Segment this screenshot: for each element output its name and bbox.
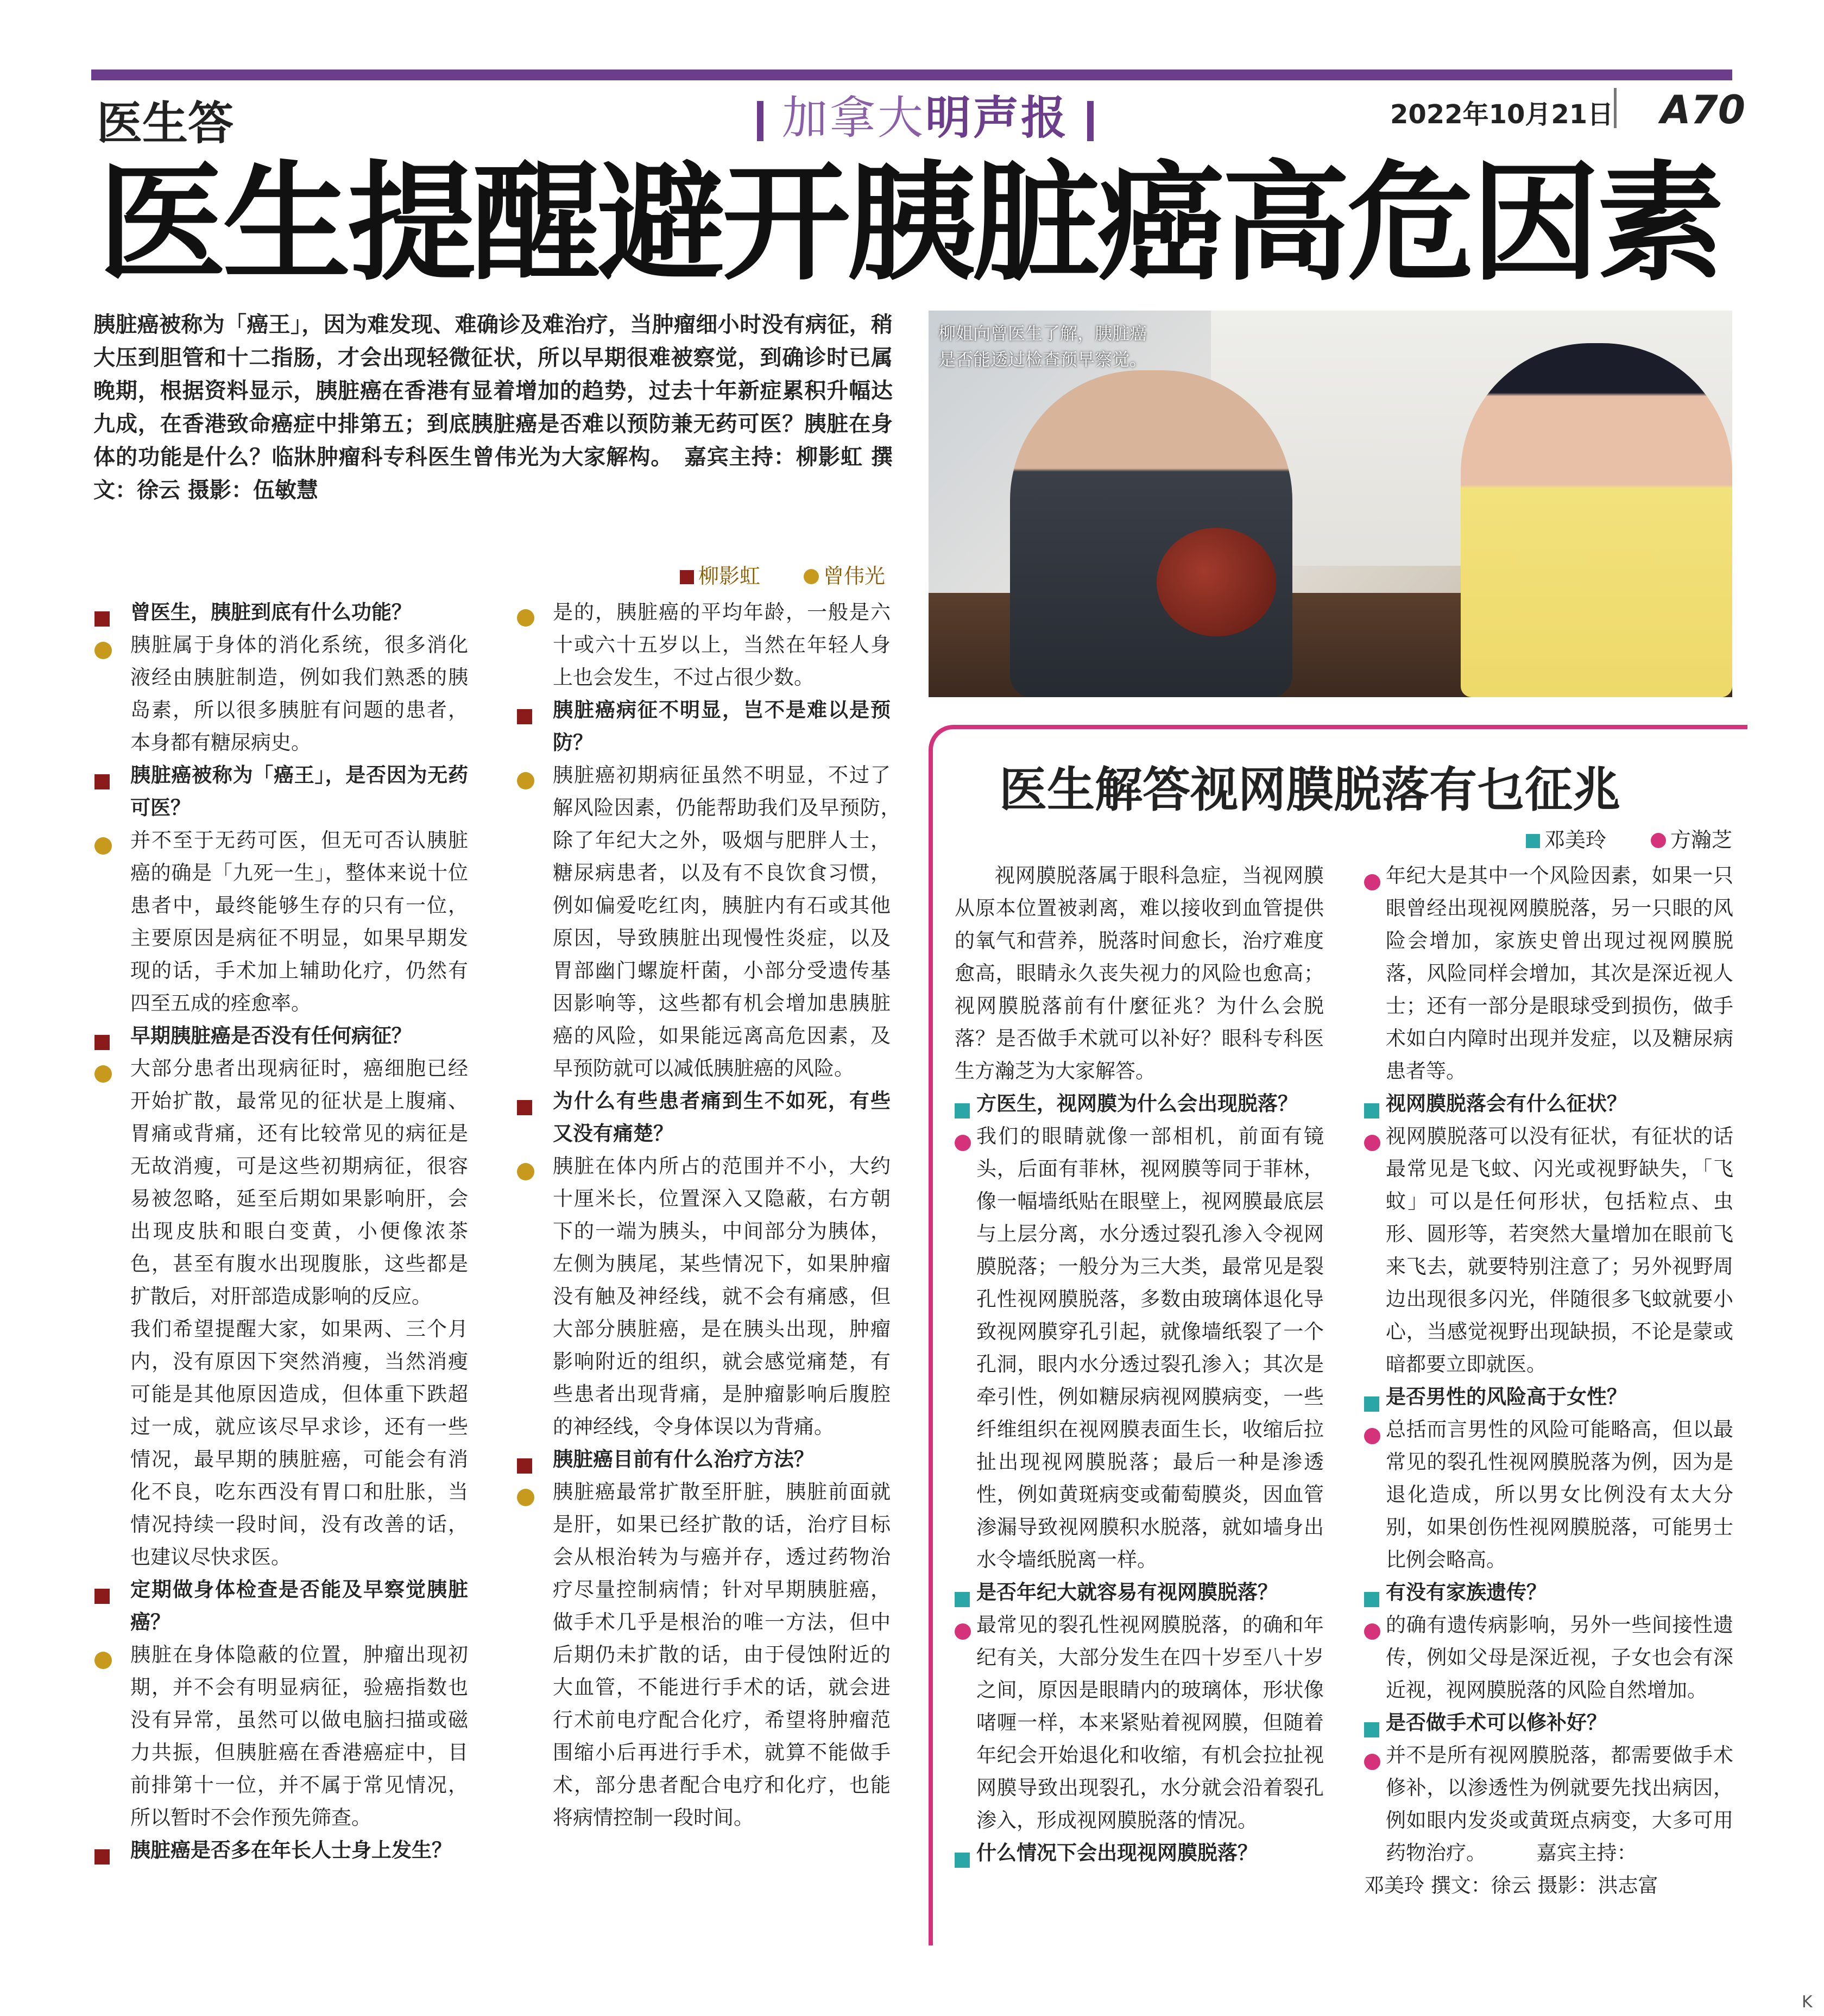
marker-wrap (1364, 1747, 1380, 1780)
paragraph-text: 什么情况下会出现视网膜脱落？ (976, 1841, 1258, 1865)
host-question-marker (1364, 1722, 1379, 1737)
sidebar-legend-doctor (1651, 823, 1732, 853)
sidebar-doctor-marker-dot (1651, 833, 1666, 848)
doctor-answer-marker (1364, 874, 1380, 890)
paragraph-text: 视网膜脱落可以没有征状，有征状的话最常见是飞蚊、闪光或视野缺失，「飞蚊」可以是任何形状，包括粒点、虫形、圆形等，若突然大量增加在眼前飞来飞去，就要特别注意了；另外视野周边出现很多闪光，伴随很多飞蚊就要小心，当感觉视野出现缺损，不论是蒙或暗都要立即就医。 (1386, 1124, 1733, 1376)
legend-doctor (804, 559, 885, 589)
brand-bold-text: 明声报 (925, 91, 1069, 144)
paragraph-text: 是否做手术可以修补好？ (1386, 1711, 1607, 1734)
paragraph-text: 最常见的裂孔性视网膜脱落，的确和年纪有关，大部分发生在四十岁至八十岁之间，原因是眼睛内的玻璃体，形状像啫喱一样，本来紧贴着视网膜，但随着年纪会开始退化和收缩，有机会拉扯视网膜导致出现裂孔，水分就会沿着裂孔渗入，形成视网膜脱落的情况。 (976, 1613, 1324, 1832)
paragraph-text: 年纪大是其中一个风险因素，如果一只眼曾经出现视网膜脱落，另一只眼的风险会增加，家族史曾出现过视网膜脱落，风险同样会增加，其次是深近视人士；还有一部分是眼球受到损伤，做手术如白内障时出现并发症，以及糖尿病患者等。 (1386, 864, 1733, 1083)
marker-wrap (94, 832, 112, 864)
marker-wrap (1364, 1421, 1380, 1454)
answer-item (516, 1476, 891, 1834)
doctor-answer-marker (94, 1065, 112, 1083)
doctor-answer-marker (94, 837, 112, 855)
legend-host (680, 559, 760, 589)
doctor-answer-marker (955, 1623, 971, 1640)
question-item (516, 1085, 891, 1150)
paragraph-text: 并不至于无药可医，但无可否认胰脏癌的确是「九死一生」，整体来说十位患者中，最终能够生存的只有一位，主要原因是病征不明显，如果早期发现的话，手术加上辅助化疗，仍然有四至五成的痊愈率。 (130, 829, 468, 1015)
host-question-marker (517, 1100, 532, 1115)
sidebar-host-marker-square (1526, 834, 1540, 848)
host-question-marker (517, 1458, 532, 1474)
doctor-answer-marker (1364, 1623, 1380, 1640)
marker-wrap (94, 1842, 110, 1874)
paragraph-text: 邓美玲 撰文：徐云 摄影：洪志富 (1364, 1874, 1658, 1897)
doctor-marker-dot (804, 569, 819, 584)
host-question-marker (955, 1853, 970, 1868)
brand-light-text: 加拿大 (782, 91, 926, 144)
marker-wrap (517, 604, 534, 636)
marker-wrap (94, 767, 110, 799)
paragraph-text: 有没有家族遗传？ (1386, 1581, 1547, 1604)
legend-host-name: 柳影虹 (698, 564, 761, 588)
photo-host-figure (1461, 343, 1732, 697)
answer-item (516, 596, 891, 694)
sidebar-legend-doctor-name: 方瀚芝 (1670, 828, 1733, 852)
date-divider (1614, 88, 1617, 128)
paragraph-text: 胰脏癌是否多在年长人士身上发生？ (130, 1838, 452, 1862)
paragraph-text: 胰脏在身体隐蔽的位置，肿瘤出现初期，并不会有明显病征，验癌指数也没有异常，虽然可以做电脑扫描或磁力共振，但胰脏癌在香港癌症中，目前排第十一位，并不属于常见情况，所以暂时不会作预先筛查。 (130, 1643, 468, 1829)
question-item (1364, 1381, 1733, 1413)
paragraph-text: 胰脏在体内所占的范围并不小，大约十厘米长，位置深入又隐蔽，右方朝下的一端为胰头，中间部分为胰体，左侧为胰尾，某些情况下，如果肿瘤没有触及神经线，就不会有痛感，但大部分胰脏癌，是在胰头出现，肿瘤影响附近的组织，就会感觉痛楚，有些患者出现背痛，是肿瘤影响后腹腔的神经线，令身体误以为背痛。 (553, 1154, 891, 1438)
marker-wrap (517, 702, 532, 734)
paragraph-text: 是否男性的风险高于女性？ (1386, 1385, 1627, 1408)
question-item (955, 1576, 1324, 1609)
question-item (93, 759, 468, 824)
paragraph-text: 是否年纪大就容易有视网膜脱落？ (976, 1581, 1278, 1604)
paragraph-text: 胰脏属于身体的消化系统，很多消化液经由胰脏制造，例如我们熟悉的胰岛素，所以很多胰脏有问题的患者，本身都有糖尿病史。 (130, 633, 468, 754)
doctor-answer-marker (517, 1163, 534, 1180)
question-item (93, 1834, 468, 1867)
masthead-brand (739, 81, 1112, 147)
paragraph-text: 胰脏癌最常扩散至肝脏，胰脏前面就是肝，如果已经扩散的话，治疗目标会从根治转为与癌并存，透过药物治疗尽量控制病情；针对早期胰脏癌，做手术几乎是根治的唯一方法，但中后期仍未扩散的话，由于侵蚀附近的大血管，不能进行手术的话，就会进行术前电疗配合化疗，希望将肿瘤范围缩小后再进行手术，就算不能做手术，部分患者配合电疗和化疗，也能将病情控制一段时间。 (553, 1480, 891, 1829)
paragraph-text: 视网膜脱落会有什么征状？ (1386, 1092, 1627, 1115)
photo-doctor-figure (1010, 370, 1292, 697)
paragraph-text: 胰脏癌初期病征虽然不明显，不过了解风险因素，仍能帮助我们及早预防， 除了年纪大之外，吸烟与肥胖人士，糖尿病患者，以及有不良饮食习惯，例如偏爱吃红肉，胰脏内有石或其他原因，导致胰脏出现慢性炎症，以及胃部幽门螺旋杆菌，小部分受遗传基因影响等，这些都有机会增加患胰脏癌的风险，如果能远离高危因素，及早预防就可以减低胰脏癌的风险。 (553, 763, 911, 1080)
sidebar-title: 医生解答视网膜脱落有乜征兆 (999, 761, 1621, 818)
continuation-paragraph (93, 1313, 468, 1573)
answer-item (1364, 860, 1733, 1088)
issue-date: 2022年10月21日 (1390, 99, 1614, 130)
host-question-marker (94, 611, 110, 627)
paragraph-text: 为什么有些患者痛到生不如死，有些又没有痛楚？ (553, 1089, 891, 1145)
article-column-1 (93, 596, 468, 1867)
marker-wrap (517, 767, 534, 799)
marker-wrap (94, 636, 112, 669)
legend-doctor-name: 曾伟光 (823, 564, 886, 588)
answer-item (93, 629, 468, 759)
brand-right-bar (1087, 101, 1094, 141)
marker-wrap (94, 1581, 110, 1614)
corner-mark: K (1802, 1993, 1813, 2012)
page-number: A70 (1661, 87, 1745, 132)
marker-wrap (517, 1158, 534, 1190)
continuation-paragraph (1364, 1869, 1733, 1902)
answer-item (1364, 1413, 1733, 1576)
host-question-marker (1364, 1103, 1379, 1118)
sidebar-legend-host-name: 邓美玲 (1544, 828, 1607, 852)
host-marker-square (680, 570, 694, 584)
lede-paragraph: 胰脏癌被称为「癌王」，因为难发现、难确诊及难治疗，当肿瘤细小时没有病征，稍大压到胆管和十二指肠，才会出现轻微征状，所以早期很难被察觉，到确诊时已属晚期，根据资料显示，胰脏癌在香港有显着增加的趋势，过去十年新症累积升幅达九成，在香港致命癌症中排第五；到底胰脏癌是否难以预防兼无药可医？胰脏在身体的功能是什么？临牀肿瘤科专科医生曾伟光为大家解构。 嘉宾主持：柳影虹 撰文：徐云 摄影：伍敏慧 (93, 312, 893, 503)
host-question-marker (1364, 1396, 1379, 1412)
host-question-marker (955, 1592, 970, 1607)
doctor-answer-marker (1364, 1135, 1380, 1151)
caption-line-1: 柳姐向曾医生了解，胰脏癌 (938, 323, 1147, 344)
paragraph-text: 大部分患者出现病征时，癌细胞已经开始扩散，最常见的征状是上腹痛、胃痛或背痛，还有比较常见的病征是无故消瘦，可是这些初期病征，很容易被忽略，延至后期如果影响肝，会出现皮肤和眼白变黄，小便像浓茶色，甚至有腹水出现腹胀，这些都是扩散后，对肝部造成影响的反应。 (130, 1057, 468, 1308)
question-item (955, 1088, 1324, 1120)
photo-organ-model (1157, 528, 1276, 636)
page-headline: 医生提醒避开胰脏癌高危因素 (98, 147, 1722, 298)
host-question-marker (1364, 1592, 1379, 1607)
answer-item (516, 759, 911, 1085)
intro-paragraph (955, 860, 1324, 1088)
question-item (93, 596, 468, 629)
host-question-marker (517, 709, 532, 724)
marker-wrap (94, 1060, 112, 1092)
marker-wrap (955, 1617, 971, 1650)
doctor-answer-marker (955, 1135, 971, 1151)
paragraph-text: 我们希望提醒大家，如果两、三个月内，没有原因下突然消瘦，当然消瘦可能是其他原因造成，但体重下跌超过一成，就应该尽早求诊，还有一些情况，最早期的胰脏癌，可能会有消化不良，吃东西没有胃口和肚胀，当情况持续一段时间，没有改善的话，也建议尽快求医。 (130, 1317, 468, 1569)
sidebar-legend-host (1526, 823, 1606, 853)
marker-wrap (955, 1845, 970, 1878)
marker-wrap (94, 1646, 112, 1679)
answer-item (93, 1052, 468, 1313)
paragraph-text: 是的，胰脏癌的平均年龄，一般是六十或六十五岁以上，当然在年轻人身上也会发生，不过占很少数。 (553, 601, 891, 689)
answer-item (1364, 1739, 1733, 1869)
answer-item (955, 1609, 1324, 1837)
paragraph-text: 早期胰脏癌是否没有任何病征？ (130, 1024, 412, 1047)
paragraph-text: 的确有遗传病影响，另外一些间接性遗传，例如父母是深近视，子女也会有深近视，视网膜脱落的风险自然增加。 (1386, 1613, 1733, 1702)
paragraph-text: 方医生，视网膜为什么会出现脱落？ (976, 1092, 1298, 1115)
marker-wrap (1364, 1128, 1380, 1161)
paragraph-text: 定期做身体检查是否能及早察觉胰脏癌？ (130, 1578, 468, 1634)
marker-wrap (517, 1092, 532, 1125)
caption-line-2: 是否能透过检查预早察觉。 (938, 349, 1147, 370)
doctor-answer-marker (94, 642, 112, 659)
doctor-answer-marker (1364, 1754, 1380, 1770)
host-question-marker (94, 1589, 110, 1604)
brand-left-bar (757, 101, 763, 141)
answer-item (955, 1120, 1324, 1576)
paragraph-text: 我们的眼睛就像一部相机，前面有镜头，后面有菲林，视网膜等同于菲林，像一幅墙纸贴在眼壁上，视网膜最底层与上层分离，水分透过裂孔渗入令视网膜脱落；一般分为三大类，最常见是裂孔性视网膜脱落，多数由玻璃体退化导致视网膜穿孔引起，就像墙纸裂了一个孔洞，眼内水分透过裂孔渗入；其次是牵引性，例如糖尿病视网膜病变，一些纤维组织在视网膜表面生长，收缩后拉扯出现视网膜脱落；最后一种是渗透性，例如黄斑病变或葡萄膜炎，因血管渗漏导致视网膜积水脱落，就如墙身出水令墙纸脱离一样。 (976, 1124, 1324, 1571)
paragraph-text: 视网膜脱落属于眼科急症，当视网膜从原本位置被剥离，难以接收到血管提供的氧气和营养，脱落时间愈长，治疗难度愈高，眼睛永久丧失视力的风险也愈高；视网膜脱落前有什麼征兆？为什么会脱落？是否做手术就可以补好？眼科专科医生方瀚芝为大家解答。 (955, 864, 1324, 1083)
doctor-answer-marker (94, 1652, 112, 1669)
doctor-answer-marker (1364, 1428, 1380, 1444)
photo-caption (938, 320, 1147, 372)
marker-wrap (517, 1483, 534, 1516)
answer-item (516, 1150, 891, 1443)
host-question-marker (94, 774, 110, 789)
question-item (516, 1443, 891, 1476)
marker-wrap (1364, 1617, 1380, 1650)
question-item (1364, 1707, 1733, 1739)
sidebar-column-1 (955, 860, 1324, 1869)
answer-item (1364, 1120, 1733, 1381)
paragraph-text: 曾医生，胰脏到底有什么功能？ (130, 601, 412, 624)
paragraph-text: 胰脏癌病征不明显，岂不是难以是预防？ (553, 698, 891, 754)
host-question-marker (94, 1035, 110, 1050)
article-column-2 (516, 596, 911, 1834)
host-question-marker (955, 1103, 970, 1118)
question-item (516, 694, 891, 759)
answer-item (93, 1639, 468, 1834)
doctor-answer-marker (517, 772, 534, 789)
question-item (1364, 1088, 1733, 1120)
doctor-answer-marker (517, 609, 534, 627)
question-item (955, 1837, 1324, 1869)
marker-wrap (1364, 868, 1380, 900)
answer-item (93, 824, 468, 1020)
paragraph-text: 并不是所有视网膜脱落，都需要做手术修补，以渗透性为例就要先找出病因，例如眼内发炎或黄斑点病变，大多可用药物治疗。 嘉宾主持： (1386, 1743, 1733, 1865)
marker-wrap (955, 1128, 971, 1161)
question-item (1364, 1576, 1733, 1609)
paragraph-text: 胰脏癌目前有什么治疗方法？ (553, 1448, 814, 1471)
doctor-answer-marker (517, 1489, 534, 1506)
section-label: 医生答 (97, 96, 234, 150)
paragraph-text: 胰脏癌被称为「癌王」，是否因为无药可医？ (130, 763, 468, 819)
answer-item (1364, 1609, 1733, 1707)
sidebar-column-2 (1364, 860, 1733, 1902)
host-question-marker (94, 1849, 110, 1865)
question-item (93, 1573, 468, 1639)
paragraph-text: 总括而言男性的风险可能略高，但以最常见的裂孔性视网膜脱落为例，因为是退化造成，所以男女比例没有太大分别，如果创伤性视网膜脱落，可能男士比例会略高。 (1386, 1418, 1733, 1571)
top-accent-bar (91, 69, 1732, 80)
question-item (93, 1020, 468, 1052)
